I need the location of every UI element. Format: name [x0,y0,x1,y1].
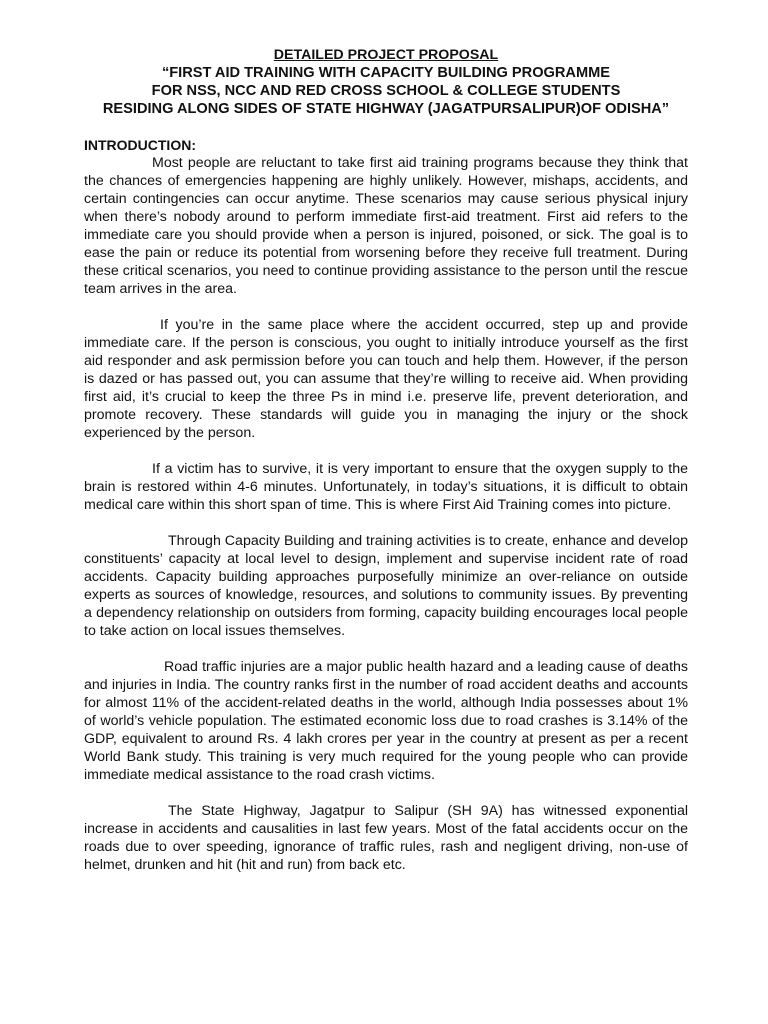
section-label-introduction: INTRODUCTION: [84,137,196,153]
paragraph-4: Through Capacity Building and training activities is to create, enhance and develop constituents’ capacity at local level to design, implement and supervise incident rate of road accidents. Capacity building approaches purposefully minimize an over-reliance on outside experts as sources of knowledge, resources, and solutions to community issues. By preventing a dependency relationship on outsiders from forming, capacity building encourages local people to take action on local issues themselves. [84,533,688,639]
document-page [84,46,688,874]
paragraph-6: The State Highway, Jagatpur to Salipur (SH 9A) has witnessed exponential increase in accidents and causalities in last few years. Most of the fatal accidents occur on the roads due to over speeding, ignorance of traffic rules, rash and negligent driving, non-use of helmet, drunken and hit (hit and run) from back etc. [84,803,688,873]
paragraph-1: Most people are reluctant to take first aid training programs because they think that the chances of emergencies happening are highly unlikely. However, mishaps, accidents, and certain contingencies can occur anytime. These scenarios may cause serious physical injury when there’s nobody around to perform immediate first-aid treatment. First aid refers to the immediate care you should provide when a person is injured, poisoned, or sick. The goal is to ease the pain or reduce its potential from worsening before they receive full treatment. During these critical scenarios, you need to continue providing assistance to the person until the rescue team arrives in the area. [84,155,688,297]
document-heading: DETAILED PROJECT PROPOSAL [273,47,499,63]
title-line-1: “FIRST AID TRAINING WITH CAPACITY BUILDING PROGRAMME [161,65,611,81]
title-block [84,46,688,118]
paragraph-3: If a victim has to survive, it is very important to ensure that the oxygen supply to the brain is restored within 4-6 minutes. Unfortunately, in today’s situations, it is difficult to obtain medical care within this short span of time. This is where First Aid Training comes into picture. [84,461,688,513]
paragraph-5: Road traffic injuries are a major public health hazard and a leading cause of deaths and injuries in India. The country ranks first in the number of road accident deaths and accounts for almost 11% of the accident-related deaths in the world, although India possesses about 1% of world’s vehicle population. The estimated economic loss due to road crashes is 3.14% of the GDP, equivalent to around Rs. 4 lakh crores per year in the country at present as per a recent World Bank study. This training is very much required for the young people who can provide immediate medical assistance to the road crash victims. [84,659,688,783]
title-line-3: RESIDING ALONG SIDES OF STATE HIGHWAY (JAGATPURSALIPUR)OF ODISHA” [102,101,670,117]
title-line-2: FOR NSS, NCC AND RED CROSS SCHOOL & COLLEGE STUDENTS [151,83,621,99]
paragraph-2: If you’re in the same place where the accident occurred, step up and provide immediate care. If the person is conscious, you ought to initially introduce yourself as the first aid responder and ask permission before you can touch and help them. However, if the person is dazed or has passed out, you can assume that they’re willing to receive aid. When providing first aid, it’s crucial to keep the three Ps in mind i.e. preserve life, prevent deterioration, and promote recovery. These standards will guide you in managing the injury or the shock experienced by the person. [84,317,688,441]
